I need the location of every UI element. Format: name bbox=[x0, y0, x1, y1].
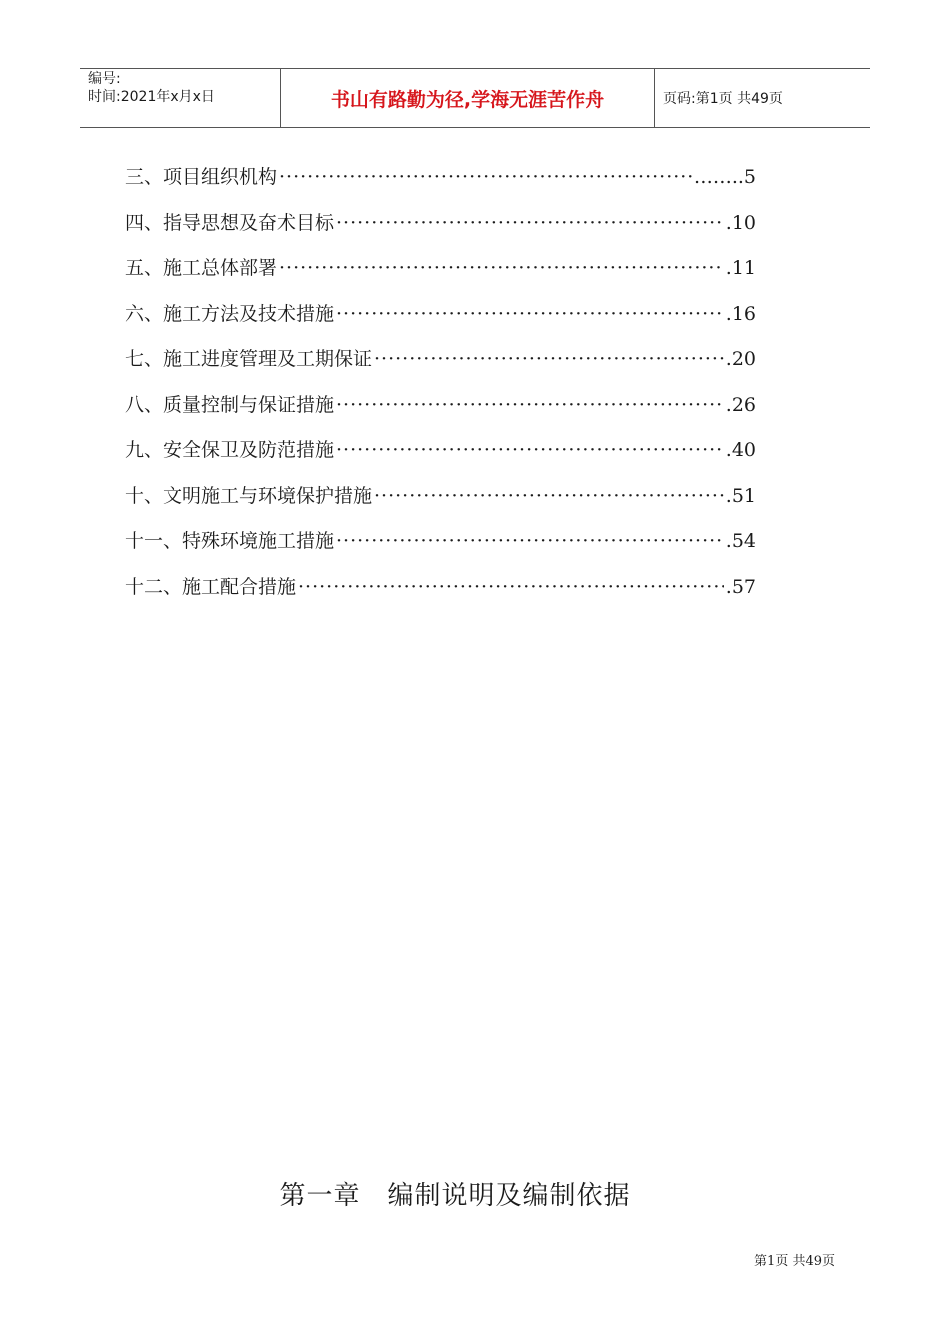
toc-leader-dots bbox=[336, 394, 724, 416]
header-meta-cell bbox=[80, 69, 281, 127]
toc-item-page: .26 bbox=[725, 393, 756, 416]
chapter-title: 第一章 编制说明及编制依据 bbox=[279, 1181, 631, 1211]
toc-item-page: .57 bbox=[725, 575, 756, 598]
toc-item[interactable] bbox=[125, 208, 756, 254]
toc-item[interactable] bbox=[125, 253, 756, 299]
header-page-cell bbox=[655, 69, 870, 127]
toc-item-page: ……..5 bbox=[693, 166, 756, 188]
toc-item-page: .20 bbox=[725, 348, 756, 370]
toc-item[interactable] bbox=[125, 162, 756, 208]
toc-item-title: 七、施工进度管理及工期保证 bbox=[125, 348, 373, 370]
toc-item-page: .54 bbox=[725, 530, 756, 552]
toc-item-page: .10 bbox=[725, 211, 756, 234]
toc-leader-dots bbox=[374, 485, 724, 507]
page-number-label: 页码:第1页 共49页 bbox=[663, 91, 783, 107]
toc-item-title: 四、指导思想及奋术目标 bbox=[125, 211, 335, 234]
toc-leader-dots bbox=[336, 530, 724, 552]
toc-item-title: 三、项目组织机构 bbox=[125, 166, 278, 188]
toc-item[interactable] bbox=[125, 526, 756, 572]
number-label: 编号: bbox=[88, 71, 121, 87]
toc-leader-dots bbox=[336, 439, 724, 461]
toc-item-title: 九、安全保卫及防范措施 bbox=[125, 439, 335, 461]
toc-item-title: 十二、施工配合措施 bbox=[125, 575, 297, 598]
page-header bbox=[80, 68, 870, 128]
toc-item-title: 八、质量控制与保证措施 bbox=[125, 393, 335, 416]
toc-item-page: .11 bbox=[725, 257, 756, 279]
toc-item-page: .16 bbox=[725, 302, 756, 325]
toc-item[interactable] bbox=[125, 572, 756, 618]
toc-item[interactable] bbox=[125, 435, 756, 481]
toc-item-title: 五、施工总体部署 bbox=[125, 257, 278, 279]
toc-item[interactable] bbox=[125, 481, 756, 527]
toc-leader-dots bbox=[336, 303, 724, 325]
toc-leader-dots bbox=[279, 166, 692, 188]
toc-leader-dots bbox=[336, 212, 724, 234]
toc-item-title: 六、施工方法及技术措施 bbox=[125, 302, 335, 325]
page-footer: 第1页 共49页 bbox=[754, 1254, 835, 1269]
toc-item[interactable] bbox=[125, 390, 756, 436]
table-of-contents bbox=[125, 162, 756, 617]
toc-item[interactable] bbox=[125, 344, 756, 390]
toc-item-page: .40 bbox=[725, 439, 756, 461]
toc-leader-dots bbox=[279, 257, 724, 279]
toc-item-title: 十一、特殊环境施工措施 bbox=[125, 530, 335, 552]
toc-leader-dots bbox=[298, 576, 724, 598]
header-motto-cell bbox=[281, 69, 655, 127]
motto-text: 书山有路勤为径,学海无涯苦作舟 bbox=[330, 88, 605, 111]
toc-item[interactable] bbox=[125, 299, 756, 345]
toc-item-page: .51 bbox=[725, 484, 756, 507]
toc-item-title: 十、文明施工与环境保护措施 bbox=[125, 484, 373, 507]
toc-leader-dots bbox=[374, 348, 724, 370]
time-label: 时间:2021年x月x日 bbox=[88, 89, 215, 105]
